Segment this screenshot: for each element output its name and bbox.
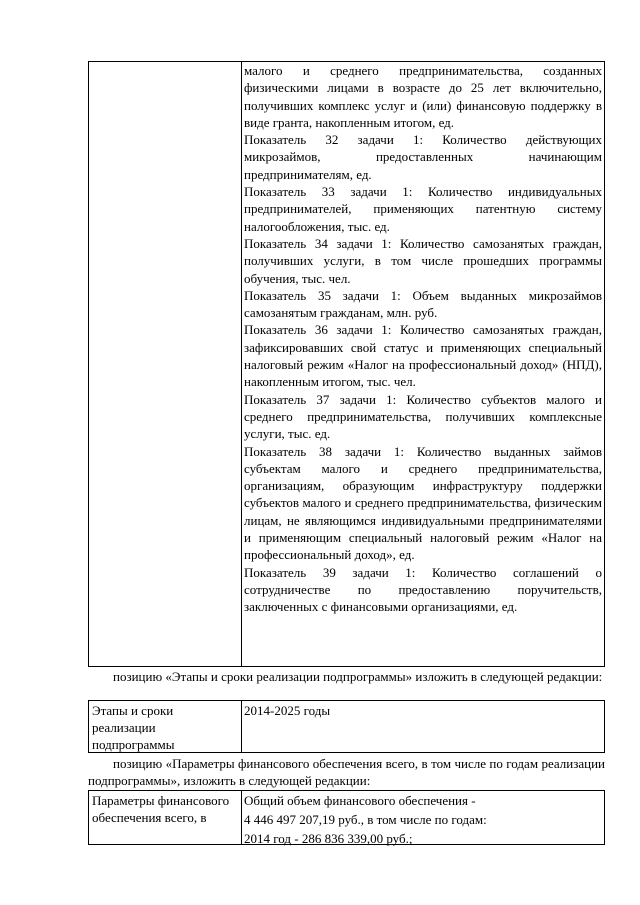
stages-label-cell — [89, 701, 242, 752]
indicator-item: Показатель 33 задачи 1: Количество индивидуальных предпринимателей, применяющих патентную систему налогообложения, тыс. ед. — [244, 184, 602, 234]
stages-table — [88, 700, 605, 753]
instruction-paragraph-finance: позицию «Параметры финансового обеспечения всего, в том числе по годам реализации подпрограммы», изложить в следующей редакции: — [88, 756, 605, 788]
indicator-item: Показатель 36 задачи 1: Количество самозанятых граждан, зафиксировавших свой статус и применяющих специальный налоговый режим «Налог на профессиональный доход» (НПД), накопленным итогом, тыс. чел. — [244, 322, 602, 390]
finance-value-line: Общий объем финансового обеспечения - — [244, 793, 476, 808]
stages-value-cell — [242, 701, 604, 752]
indicators-left-cell — [89, 62, 242, 666]
indicators-right-cell — [242, 62, 604, 666]
indicator-item: Показатель 39 задачи 1: Количество соглашений о сотрудничестве по предоставлению поручительств, заключенных с финансовыми организациями, ед. — [244, 564, 602, 615]
indicator-item: Показатель 37 задачи 1: Количество субъектов малого и среднего предпринимательства, получивших комплексные услуги, тыс. ед. — [244, 391, 602, 442]
finance-label-cell — [89, 791, 242, 844]
indicators-table — [88, 61, 605, 667]
indicator-item: Показатель 34 задачи 1: Количество самозанятых граждан, получивших услуги, в том числе прошедших программы обучения, тыс. чел. — [244, 235, 602, 286]
instruction-paragraph-stages: позицию «Этапы и сроки реализации подпрограммы» изложить в следующей редакции: — [113, 669, 603, 684]
finance-table — [88, 790, 605, 845]
indicator-item: Показатель 32 задачи 1: Количество действующих микрозаймов, предоставленных начинающим предпринимателям, ед. — [244, 132, 602, 182]
stages-label: Этапы и сроки реализации подпрограммы — [92, 703, 175, 752]
indicator-item: Показатель 38 задачи 1: Количество выданных займов субъектам малого и среднего предпринимательства, организациям, образующим инфраструктуру поддержки субъектов малого и среднего предпринимательства, физическим лицам, не являющимся индивидуальными предпринимателями и применяющим специальный налоговый режим «Налог на профессиональный доход», ед. — [244, 443, 602, 563]
finance-value-line: 4 446 497 207,19 руб., в том числе по годам: — [244, 812, 487, 827]
indicator-item: Показатель 35 задачи 1: Объем выданных микрозаймов самозанятым гражданам, млн. руб. — [244, 287, 602, 321]
finance-value-line: 2014 год - 286 836 339,00 руб.; — [244, 831, 413, 846]
indicator-item: малого и среднего предпринимательства, созданных физическими лицами в возрасте до 25 лет включительно, получивших комплекс услуг и (или) финансовую поддержку в виде гранта, накопленным итогом, ед. — [244, 63, 602, 130]
finance-value-cell — [242, 791, 604, 844]
finance-label: Параметры финансового обеспечения всего, в — [92, 793, 230, 825]
stages-value: 2014-2025 годы — [244, 703, 331, 718]
